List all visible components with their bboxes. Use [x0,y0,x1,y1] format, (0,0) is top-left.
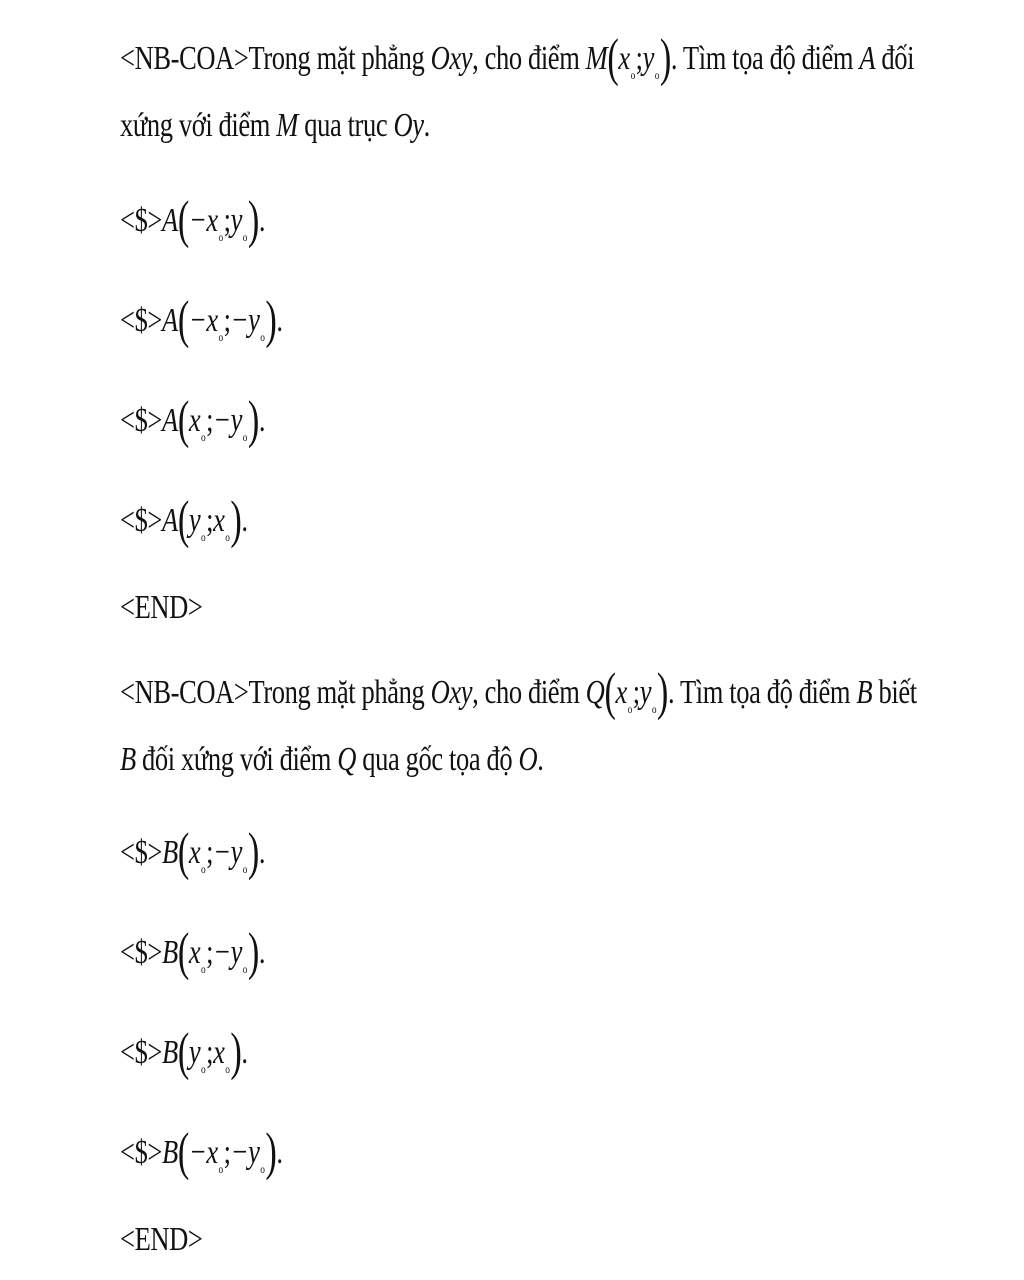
q2-origin-name: O [518,741,538,778]
option-coord-2: −y [230,1134,260,1171]
option-point: B [162,1034,178,1071]
q2-text: qua gốc tọa độ [356,741,519,778]
q2-end-tag [120,1220,202,1260]
q1-end-tag [120,588,202,628]
option-marker: <$> [120,502,163,539]
option-end: . [241,1034,248,1071]
option-coord-1: −x [188,1134,218,1171]
option-sub: o [218,230,223,244]
option-sub: o [260,1162,265,1176]
q2-target-point: B [856,674,873,711]
q2-point-name: Q [585,674,605,711]
option-sub: o [242,230,248,244]
q1-axis-name: Oy [393,107,424,144]
option-marker: <$> [120,1034,163,1071]
q1-text: . [423,107,430,144]
q1-option-4: $<\$>A(y_o;x_o)$. [120,490,248,549]
option-sub: o [201,530,206,544]
option-sub: o [225,530,230,544]
q1-prompt-line-1: <NB-COA>Trong mặt phẳng Oxy, cho điểm $M(x_o;y_o)$. Tìm tọa độ điểm A đối [120,28,915,87]
q1-text: . Tìm tọa độ điểm [670,40,860,77]
option-coord-1: −x [188,302,218,339]
q2-option-2: $<\$>B(x_o;-y_o)$. [120,922,266,981]
option-sub: o [218,330,223,344]
option-sub: o [201,862,206,876]
option-coord-2: −y [213,402,242,439]
q2-coord-x: x [615,674,627,711]
option-sep: ; [223,302,231,339]
option-sep: ; [206,502,214,539]
q1-text: xứng với điểm [120,107,277,144]
q2-text: biết [872,674,917,711]
option-end: . [276,1134,283,1171]
q1-text: Trong mặt phẳng [248,40,431,77]
q1-prompt-line-2 [120,106,430,146]
option-end: . [258,934,266,971]
option-marker: <$> [120,834,163,871]
option-sub: o [242,862,248,876]
option-sep: ; [206,834,214,871]
q2-plane-name: Oxy [430,674,473,711]
q2-sub: o [651,702,657,716]
option-coord-1: x [188,834,201,871]
option-point: A [162,302,178,339]
option-sub: o [201,962,206,976]
option-sub: o [260,330,265,344]
option-end: . [258,402,266,439]
option-point: B [162,834,178,871]
option-end: . [258,202,266,239]
option-sub: o [242,962,248,976]
option-marker: <$> [120,202,163,239]
option-sep: ; [223,202,231,239]
q1-sub: o [630,68,635,82]
q1-sep: ; [635,40,643,77]
option-end: . [276,302,283,339]
q1-option-1: $<\$>A(-x_o;y_o)$. [120,190,266,249]
option-coord-2: −y [213,834,242,871]
option-sep: ; [223,1134,231,1171]
q2-option-1: $<\$>B(x_o;-y_o)$. [120,822,266,881]
end-marker: <END> [120,1221,203,1258]
q2-lead-point: B [120,741,136,778]
option-coord-2: y [230,202,242,239]
option-point: A [162,402,178,439]
q2-text: Trong mặt phẳng [248,674,431,711]
option-coord-2: x [213,1034,225,1071]
option-coord-2: −y [230,302,260,339]
option-marker: <$> [120,1134,163,1171]
option-point: A [162,202,178,239]
q2-prompt-line-1: <NB-COA>Trong mặt phẳng Oxy, cho điểm $Q(x_o;y_o)$. Tìm tọa độ điểm B biết [120,662,917,721]
option-sub: o [242,430,248,444]
q1-target-point: A [859,40,876,77]
q1-plane-name: Oxy [430,40,473,77]
option-coord-1: −x [188,202,218,239]
q1-sub: o [654,68,660,82]
option-end: . [258,834,266,871]
option-coord-2: x [213,502,225,539]
q1-text: qua trục [297,107,394,144]
q2-text: đối xứng với điểm [135,741,338,778]
option-sub: o [218,1162,223,1176]
q1-coord-y: y [642,40,655,77]
q2-prompt-line-2 [120,740,543,780]
q1-point-name: M [585,40,608,77]
option-marker: <$> [120,302,163,339]
option-point: B [162,934,178,971]
option-sep: ; [206,934,214,971]
q1-tag: <NB-COA> [120,40,249,77]
option-coord-1: y [188,1034,201,1071]
end-marker: <END> [120,589,203,626]
q2-tag: <NB-COA> [120,674,249,711]
q1-text: đối [875,40,915,77]
q2-option-3: $<\$>B(y_o;x_o)$. [120,1022,248,1081]
q2-text: . Tìm tọa độ điểm [667,674,857,711]
q2-sub: o [627,702,632,716]
option-end: . [241,502,248,539]
q2-option-4: $<\$>B(-x_o;-y_o)$. [120,1122,283,1181]
option-sep: ; [206,1034,214,1071]
option-sub: o [225,1062,230,1076]
q1-point-name: M [276,107,298,144]
q2-text: , cho điểm [472,674,586,711]
option-sub: o [201,430,206,444]
q1-option-3: $<\$>A(x_o;-y_o)$. [120,390,266,449]
q2-text: . [537,741,544,778]
option-point: B [162,1134,178,1171]
q1-text: , cho điểm [472,40,586,77]
option-coord-1: x [188,402,201,439]
q2-point-name: Q [337,741,357,778]
option-marker: <$> [120,402,163,439]
option-sub: o [201,1062,206,1076]
option-sep: ; [206,402,214,439]
option-point: A [162,502,178,539]
option-coord-1: y [188,502,201,539]
q2-coord-y: y [639,674,652,711]
q2-sep: ; [632,674,640,711]
q1-coord-x: x [618,40,630,77]
option-coord-2: −y [213,934,242,971]
option-coord-1: x [188,934,201,971]
q1-option-2: $<\$>A(-x_o;-y_o)$. [120,290,283,349]
option-marker: <$> [120,934,163,971]
